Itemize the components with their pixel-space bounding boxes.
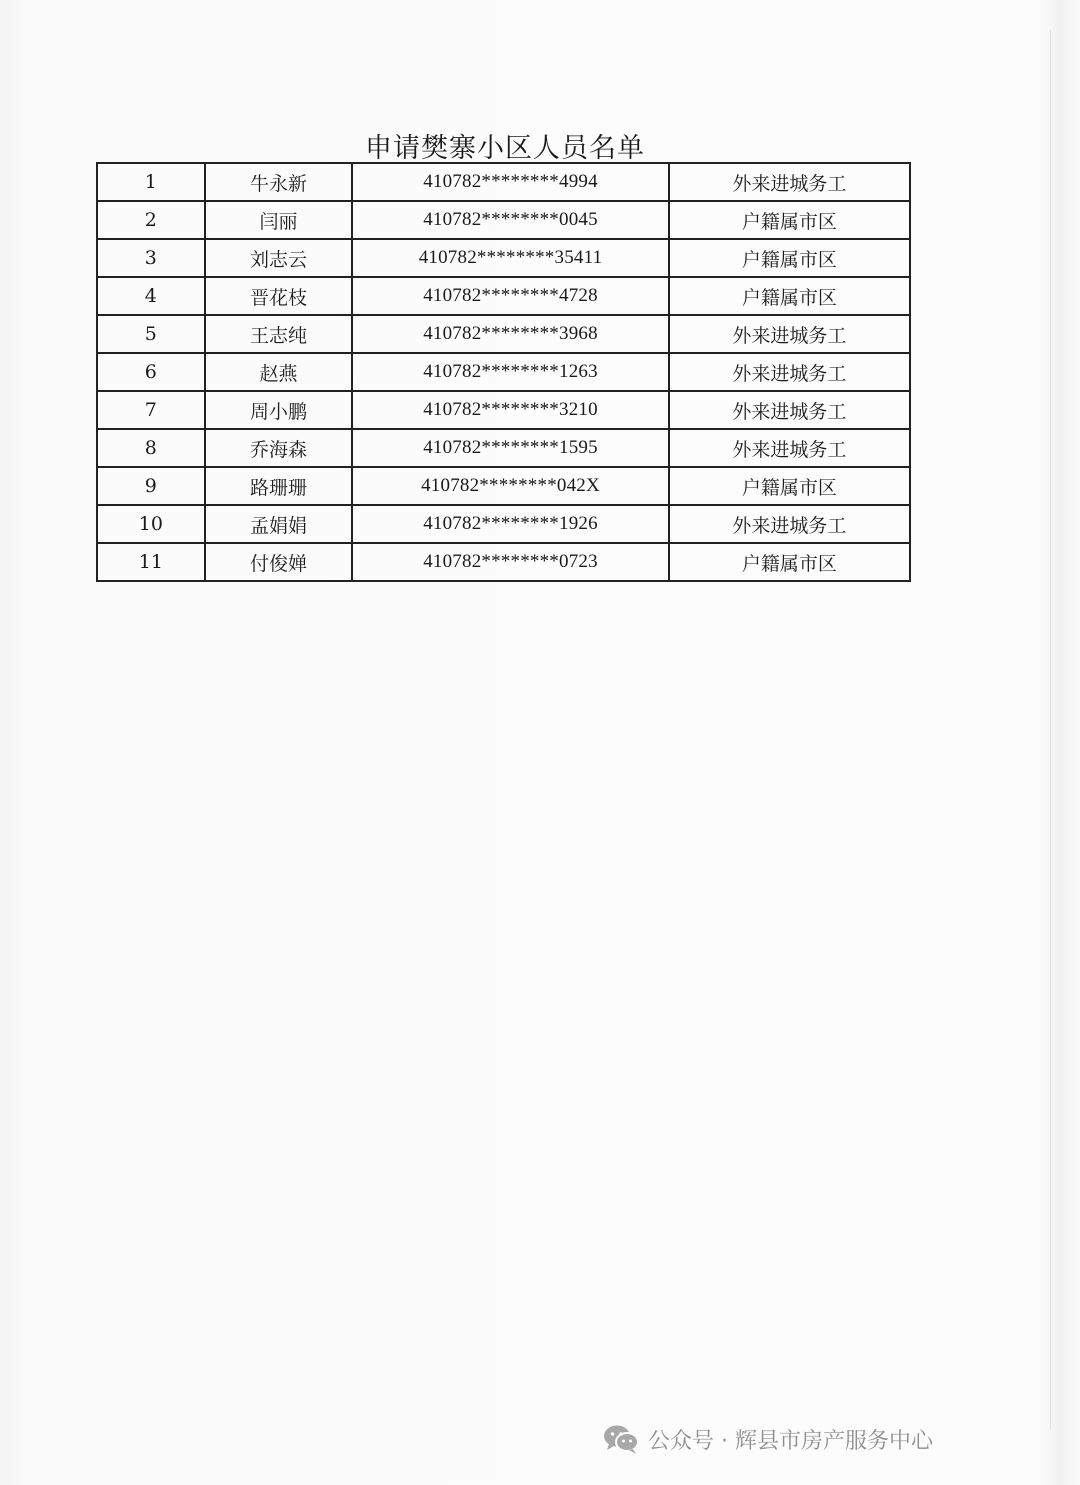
row-index-cell: 9 (97, 467, 205, 505)
table-row (97, 315, 910, 353)
table-row (97, 277, 910, 315)
table-row (97, 163, 910, 201)
row-category-cell: 外来进城务工 (669, 163, 910, 201)
row-name-cell: 牛永新 (205, 163, 353, 201)
row-category-cell: 户籍属市区 (669, 201, 910, 239)
row-category-cell: 户籍属市区 (669, 543, 910, 581)
applicant-table-body (97, 163, 910, 581)
row-index-cell: 11 (97, 543, 205, 581)
row-name-cell: 乔海森 (205, 429, 353, 467)
row-category-cell: 户籍属市区 (669, 467, 910, 505)
row-id-number-cell: 410782********042X (352, 467, 669, 505)
row-id-number-cell: 410782********4994 (352, 163, 669, 201)
row-index-cell: 6 (97, 353, 205, 391)
document-title: 申请樊寨小区人员名单 (365, 133, 645, 164)
row-index-cell: 4 (97, 277, 205, 315)
row-index-cell: 10 (97, 505, 205, 543)
row-name-cell: 周小鹏 (205, 391, 353, 429)
row-name-cell: 晋花枝 (205, 277, 353, 315)
table-row (97, 505, 910, 543)
row-index-cell: 8 (97, 429, 205, 467)
row-name-cell: 赵燕 (205, 353, 353, 391)
row-name-cell: 付俊婵 (205, 543, 353, 581)
row-name-cell: 孟娟娟 (205, 505, 353, 543)
row-id-number-cell: 410782********1926 (352, 505, 669, 543)
row-category-cell: 外来进城务工 (669, 353, 910, 391)
wechat-watermark (602, 1423, 933, 1455)
watermark-text: 公众号 · 辉县市房产服务中心 (648, 1428, 933, 1454)
wechat-icon (602, 1423, 640, 1455)
table-row (97, 543, 910, 581)
row-name-cell: 刘志云 (205, 239, 353, 277)
row-index-cell: 2 (97, 201, 205, 239)
row-index-cell: 7 (97, 391, 205, 429)
row-id-number-cell: 410782********35411 (352, 239, 669, 277)
row-category-cell: 外来进城务工 (669, 505, 910, 543)
applicant-table (96, 162, 911, 582)
row-id-number-cell: 410782********3210 (352, 391, 669, 429)
row-id-number-cell: 410782********3968 (352, 315, 669, 353)
row-id-number-cell: 410782********1595 (352, 429, 669, 467)
row-name-cell: 路珊珊 (205, 467, 353, 505)
scan-edge-line (1050, 30, 1051, 1430)
table-row (97, 239, 910, 277)
table-row (97, 467, 910, 505)
row-name-cell: 王志纯 (205, 315, 353, 353)
row-name-cell: 闫丽 (205, 201, 353, 239)
row-id-number-cell: 410782********0723 (352, 543, 669, 581)
row-index-cell: 5 (97, 315, 205, 353)
row-category-cell: 外来进城务工 (669, 391, 910, 429)
row-id-number-cell: 410782********1263 (352, 353, 669, 391)
row-index-cell: 3 (97, 239, 205, 277)
row-id-number-cell: 410782********0045 (352, 201, 669, 239)
row-category-cell: 外来进城务工 (669, 429, 910, 467)
table-row (97, 353, 910, 391)
row-category-cell: 外来进城务工 (669, 315, 910, 353)
table-row (97, 391, 910, 429)
row-category-cell: 户籍属市区 (669, 277, 910, 315)
row-id-number-cell: 410782********4728 (352, 277, 669, 315)
row-index-cell: 1 (97, 163, 205, 201)
row-category-cell: 户籍属市区 (669, 239, 910, 277)
table-row (97, 201, 910, 239)
table-row (97, 429, 910, 467)
